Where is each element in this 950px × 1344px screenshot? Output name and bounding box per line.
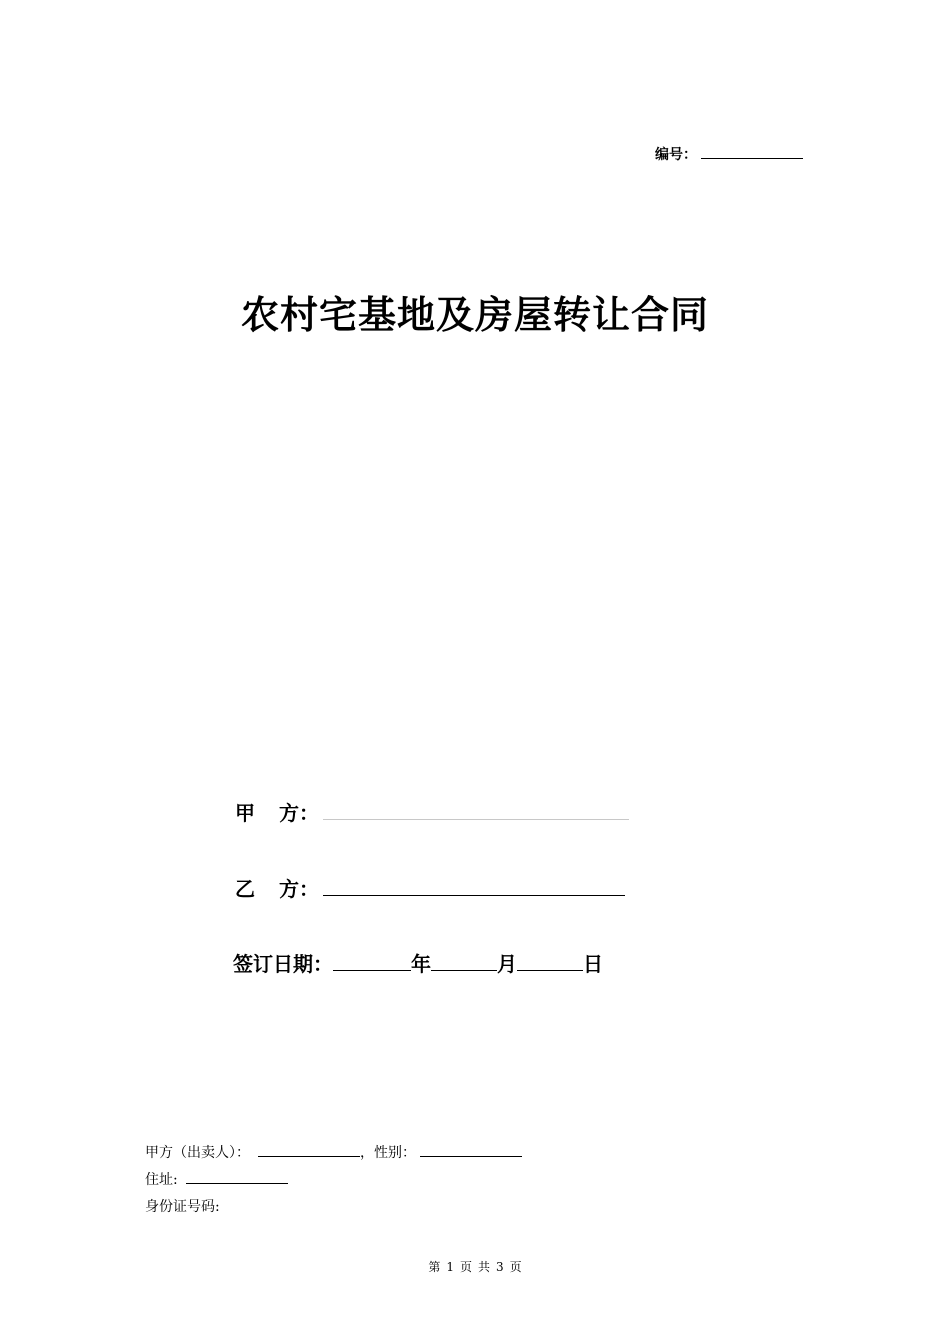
gender-label: 性别： (374, 1145, 416, 1161)
serial-number-blank (701, 144, 803, 159)
party-a-char1: 甲 (235, 801, 255, 825)
month-blank (431, 950, 497, 971)
page-footer (0, 1258, 950, 1275)
id-number-label: 身份证号码: (145, 1199, 220, 1215)
party-b-char1: 乙 (235, 877, 255, 901)
party-a-field (235, 797, 629, 826)
address-blank (186, 1169, 288, 1184)
day-blank (517, 950, 583, 971)
year-blank (333, 950, 411, 971)
sign-date-field (233, 948, 603, 977)
party-a-blank (323, 799, 629, 820)
comma: ， (360, 1145, 374, 1161)
page-number: 1 (446, 1260, 454, 1274)
month-label: 月 (497, 952, 517, 976)
address-line (145, 1169, 288, 1189)
day-label: 日 (583, 952, 603, 976)
seller-label: 甲方（出卖人）： (145, 1145, 250, 1161)
footer-ye1: 页 (459, 1260, 472, 1274)
seller-name-blank (258, 1142, 360, 1157)
footer-ye2: 页 (509, 1260, 522, 1274)
year-label: 年 (411, 952, 431, 976)
serial-number-field (655, 144, 803, 164)
address-label: 住址: (145, 1172, 178, 1188)
footer-di: 第 (428, 1260, 441, 1274)
party-b-char2: 方： (279, 877, 319, 901)
gender-blank (420, 1142, 522, 1157)
seller-line (145, 1142, 522, 1162)
footer-gong: 共 (478, 1260, 491, 1274)
id-number-line (145, 1196, 220, 1216)
document-title: 农村宅基地及房屋转让合同 (240, 292, 709, 337)
serial-number-label: 编号： (655, 147, 697, 163)
party-b-blank (323, 875, 625, 896)
party-a-char2: 方： (279, 801, 319, 825)
party-b-field (235, 873, 625, 902)
sign-date-label: 签订日期： (233, 952, 333, 976)
total-pages: 3 (496, 1260, 504, 1274)
